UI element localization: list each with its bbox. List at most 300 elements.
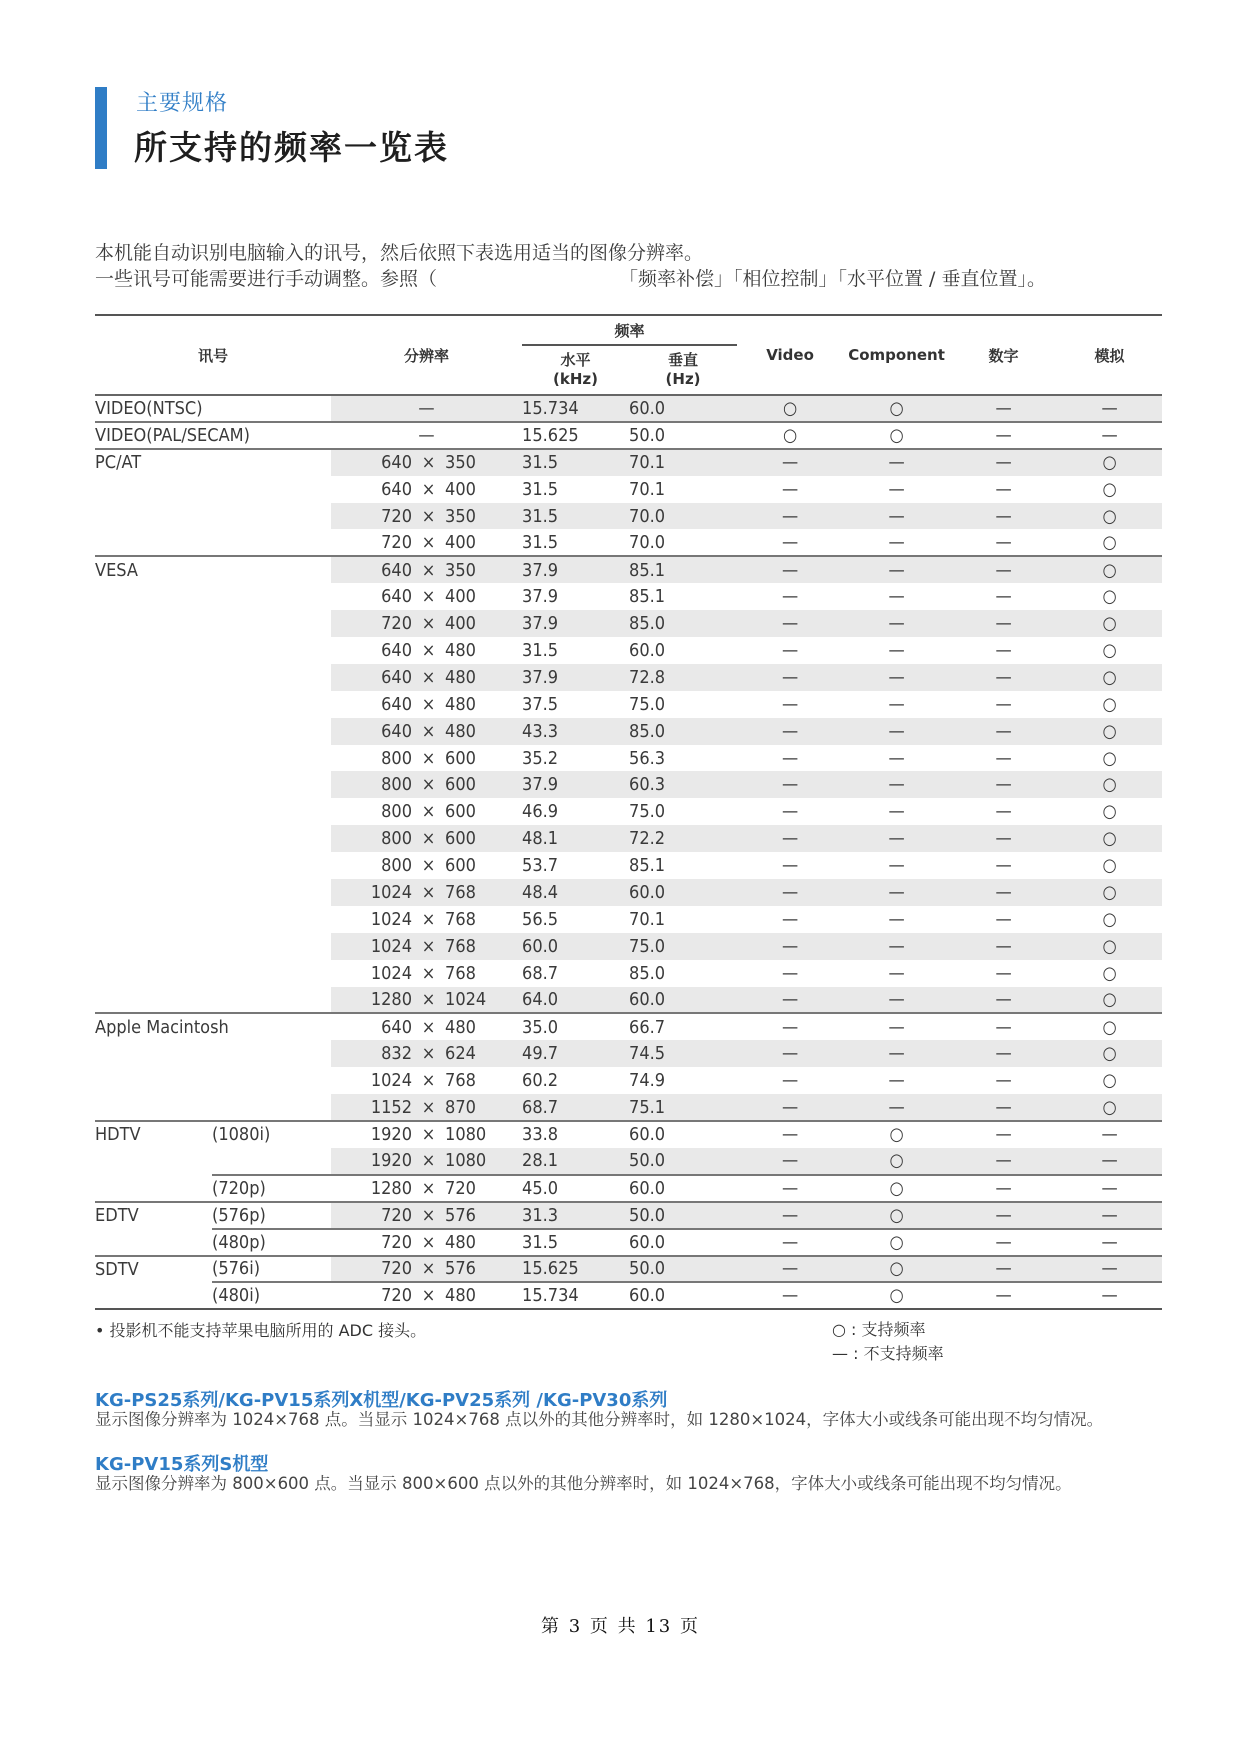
horizontal-freq-cell: 35.2 xyxy=(522,747,559,769)
signal-cell xyxy=(95,637,212,664)
video-support-cell: — xyxy=(781,908,799,930)
resolution-width-cell: 800 xyxy=(381,801,413,823)
resolution-height-cell: 480 xyxy=(445,718,522,745)
table-row xyxy=(95,1202,1162,1229)
table-row xyxy=(95,476,1162,503)
resolution-times-cell: × xyxy=(412,933,445,960)
table-row xyxy=(95,449,1162,476)
video-support-cell: — xyxy=(781,693,799,715)
vertical-freq-cell: 60.0 xyxy=(629,395,737,422)
digital-support-cell: — xyxy=(995,586,1012,608)
resolution-height-cell: 600 xyxy=(445,855,476,877)
signal-subtype-cell xyxy=(212,476,331,503)
header-frequency: 频率 xyxy=(522,315,737,345)
signal-subtype-cell xyxy=(212,395,331,422)
component-support-cell: — xyxy=(888,693,905,715)
component-support-cell: — xyxy=(843,933,950,960)
digital-support-cell: — xyxy=(995,962,1012,984)
analog-support-cell: — xyxy=(1057,1229,1162,1256)
signal-cell xyxy=(95,1040,212,1067)
signal-cell: HDTV xyxy=(95,1121,212,1148)
resolution-height-cell: 624 xyxy=(445,1040,522,1067)
signal-cell xyxy=(95,798,212,825)
component-support-cell: ○ xyxy=(843,1256,950,1283)
model-title-2: KG-PV15系列S机型 xyxy=(95,1454,269,1475)
horizontal-freq-cell: 68.7 xyxy=(522,962,559,984)
video-support-cell: — xyxy=(737,771,843,798)
component-support-cell: — xyxy=(843,879,950,906)
resolution-width-cell: 640 xyxy=(381,693,413,715)
resolution-height-cell: 600 xyxy=(445,747,476,769)
component-support-cell: — xyxy=(888,531,905,553)
resolution-times-cell: × xyxy=(412,556,445,583)
analog-support-cell: ○ xyxy=(1102,586,1117,608)
horizontal-freq-cell: 45.0 xyxy=(522,1175,629,1202)
resolution-times-cell: × xyxy=(421,962,436,984)
digital-support-cell: — xyxy=(950,395,1057,422)
resolution-height-cell: 768 xyxy=(445,933,522,960)
analog-support-cell: ○ xyxy=(1057,718,1162,745)
signal-cell xyxy=(95,987,212,1014)
header-signal: 讯号 xyxy=(198,346,229,365)
signal-cell xyxy=(95,825,212,852)
resolution-width-cell: 640 xyxy=(381,639,413,661)
resolution-width-cell: 640 xyxy=(331,1013,412,1040)
horizontal-freq-cell: 56.5 xyxy=(522,908,559,930)
digital-support-cell: — xyxy=(950,610,1057,637)
signal-subtype-cell xyxy=(212,583,331,610)
component-support-cell: — xyxy=(843,718,950,745)
signal-subtype-cell xyxy=(212,1013,331,1040)
resolution-times-cell: × xyxy=(412,1013,445,1040)
resolution-width-cell: 1920 xyxy=(331,1148,412,1175)
intro-line-2-text: 一些讯号可能需要进行手动调整。参照（ xyxy=(95,268,438,290)
digital-support-cell: — xyxy=(950,1256,1057,1283)
analog-support-cell: — xyxy=(1057,1202,1162,1229)
component-support-cell: — xyxy=(843,987,950,1014)
analog-support-cell: ○ xyxy=(1057,449,1162,476)
signal-cell xyxy=(95,1148,212,1175)
analog-support-cell: — xyxy=(1057,1282,1162,1309)
resolution-times-cell: × xyxy=(421,747,436,769)
resolution-height-cell: 768 xyxy=(445,879,522,906)
component-support-cell: — xyxy=(888,908,905,930)
frequency-table xyxy=(95,314,1162,1310)
resolution-height-cell: 768 xyxy=(445,962,476,984)
signal-subtype-cell xyxy=(212,664,331,691)
analog-support-cell: ○ xyxy=(1057,771,1162,798)
signal-cell: EDTV xyxy=(95,1202,212,1229)
resolution-height-cell: 480 xyxy=(445,1229,522,1256)
horizontal-freq-cell: 53.7 xyxy=(522,855,559,877)
analog-support-cell: ○ xyxy=(1057,933,1162,960)
vertical-freq-cell: 70.1 xyxy=(629,449,737,476)
analog-support-cell: ○ xyxy=(1057,1094,1162,1121)
resolution-times-cell: × xyxy=(421,478,436,500)
signal-cell xyxy=(95,476,212,503)
section-label: 主要规格 xyxy=(136,91,229,116)
component-support-cell: ○ xyxy=(843,1202,950,1229)
resolution-height-cell: 576 xyxy=(445,1256,522,1283)
model-desc-1: 显示图像分辨率为 1024×768 点。当显示 1024×768 点以外的其他分辨率时，如 1280×1024，字体大小或线条可能出现不均匀情况。 xyxy=(95,1410,1104,1429)
vertical-freq-cell: 60.0 xyxy=(629,987,737,1014)
digital-support-cell: — xyxy=(950,422,1057,449)
resolution-times-cell: × xyxy=(412,1282,445,1309)
vertical-freq-cell: 60.0 xyxy=(629,1121,737,1148)
header-horizontal: 水平 (kHz) xyxy=(553,351,599,388)
table-row xyxy=(95,987,1162,1014)
component-support-cell: ○ xyxy=(843,1282,950,1309)
digital-support-cell: — xyxy=(995,801,1012,823)
video-support-cell: — xyxy=(737,879,843,906)
table-body xyxy=(95,395,1162,1309)
table-row xyxy=(95,1013,1162,1040)
component-support-cell: ○ xyxy=(843,1229,950,1256)
resolution-width-cell: 640 xyxy=(381,586,413,608)
signal-cell xyxy=(95,960,212,987)
vertical-freq-cell: 75.0 xyxy=(629,801,666,823)
component-support-cell: — xyxy=(888,586,905,608)
horizontal-freq-cell: 35.0 xyxy=(522,1013,629,1040)
resolution-width-cell: 640 xyxy=(331,449,412,476)
table-row xyxy=(95,718,1162,745)
signal-subtype-cell xyxy=(212,852,331,879)
signal-subtype-cell xyxy=(212,987,331,1014)
analog-support-cell: ○ xyxy=(1102,639,1117,661)
video-support-cell: — xyxy=(737,1202,843,1229)
digital-support-cell: — xyxy=(950,1229,1057,1256)
video-support-cell: — xyxy=(737,933,843,960)
horizontal-freq-cell: 31.3 xyxy=(522,1202,629,1229)
adc-footnote: • 投影机不能支持苹果电脑所用的 ADC 接头。 xyxy=(95,1321,427,1340)
video-support-cell: — xyxy=(737,718,843,745)
table-row xyxy=(95,745,1162,772)
signal-cell xyxy=(95,933,212,960)
video-support-cell: — xyxy=(781,478,799,500)
video-support-cell: — xyxy=(737,449,843,476)
signal-cell xyxy=(95,745,212,772)
resolution-times-cell: × xyxy=(412,1040,445,1067)
table-row xyxy=(95,825,1162,852)
signal-subtype-cell xyxy=(212,1148,331,1175)
resolution-times-cell: × xyxy=(412,825,445,852)
horizontal-freq-cell: 37.9 xyxy=(522,586,559,608)
digital-support-cell: — xyxy=(950,879,1057,906)
vertical-freq-cell: 75.0 xyxy=(629,693,666,715)
signal-subtype-cell xyxy=(212,933,331,960)
video-support-cell: — xyxy=(737,1148,843,1175)
component-support-cell: — xyxy=(888,1070,905,1092)
digital-support-cell: — xyxy=(995,478,1012,500)
digital-support-cell: — xyxy=(950,503,1057,530)
vertical-freq-cell: 85.0 xyxy=(629,962,666,984)
resolution-cell: — xyxy=(331,422,522,449)
horizontal-freq-cell: 37.9 xyxy=(522,556,629,583)
vertical-freq-cell: 70.0 xyxy=(629,503,737,530)
vertical-freq-cell: 72.8 xyxy=(629,664,737,691)
component-support-cell: ○ xyxy=(843,1121,950,1148)
header-resolution: 分辨率 xyxy=(404,346,450,365)
component-support-cell: — xyxy=(843,449,950,476)
signal-cell: Apple Macintosh xyxy=(95,1013,212,1040)
vertical-freq-cell: 60.0 xyxy=(629,1175,737,1202)
resolution-cell: — xyxy=(331,395,522,422)
resolution-width-cell: 640 xyxy=(381,478,413,500)
signal-subtype-cell xyxy=(212,879,331,906)
signal-subtype-cell xyxy=(212,771,331,798)
vertical-freq-cell: 85.0 xyxy=(629,718,737,745)
horizontal-freq-cell: 15.734 xyxy=(522,1282,629,1309)
resolution-times-cell: × xyxy=(421,531,436,553)
signal-subtype-cell xyxy=(212,637,331,664)
analog-support-cell: ○ xyxy=(1057,664,1162,691)
resolution-width-cell: 640 xyxy=(331,556,412,583)
legend xyxy=(832,1318,944,1366)
table-row xyxy=(95,879,1162,906)
component-support-cell: — xyxy=(843,503,950,530)
resolution-height-cell: 400 xyxy=(445,586,476,608)
table-row xyxy=(95,1094,1162,1121)
component-support-cell: ○ xyxy=(843,395,950,422)
resolution-height-cell: 480 xyxy=(445,693,476,715)
horizontal-freq-cell: 31.5 xyxy=(522,531,559,553)
resolution-width-cell: 1920 xyxy=(331,1121,412,1148)
signal-subtype-cell xyxy=(212,691,331,718)
analog-support-cell: ○ xyxy=(1057,1040,1162,1067)
signal-subtype-cell: (576p) xyxy=(212,1202,331,1229)
horizontal-freq-cell: 46.9 xyxy=(522,801,559,823)
video-support-cell: — xyxy=(737,1094,843,1121)
component-support-cell: — xyxy=(843,610,950,637)
table-row xyxy=(95,906,1162,933)
signal-subtype-cell xyxy=(212,906,331,933)
resolution-times-cell: × xyxy=(412,771,445,798)
horizontal-freq-cell: 37.9 xyxy=(522,610,629,637)
signal-cell: PC/AT xyxy=(95,449,212,476)
video-support-cell: — xyxy=(781,531,799,553)
signal-cell xyxy=(95,583,212,610)
resolution-height-cell: 1024 xyxy=(445,987,522,1014)
table-row xyxy=(95,1256,1162,1283)
video-support-cell: — xyxy=(781,855,799,877)
resolution-width-cell: 720 xyxy=(331,1229,412,1256)
vertical-freq-cell: 85.1 xyxy=(629,556,737,583)
table-row xyxy=(95,1067,1162,1094)
component-support-cell: — xyxy=(888,801,905,823)
vertical-freq-cell: 70.0 xyxy=(629,531,666,553)
analog-support-cell: ○ xyxy=(1057,503,1162,530)
component-support-cell: — xyxy=(843,1013,950,1040)
horizontal-freq-cell: 15.734 xyxy=(522,395,629,422)
table-row xyxy=(95,583,1162,610)
digital-support-cell: — xyxy=(950,987,1057,1014)
component-support-cell: — xyxy=(843,825,950,852)
vertical-freq-cell: 70.1 xyxy=(629,478,666,500)
analog-support-cell: ○ xyxy=(1057,556,1162,583)
analog-support-cell: ○ xyxy=(1102,478,1117,500)
vertical-freq-cell: 60.0 xyxy=(629,879,737,906)
digital-support-cell: — xyxy=(995,747,1012,769)
component-support-cell: — xyxy=(888,478,905,500)
horizontal-freq-cell: 37.9 xyxy=(522,771,629,798)
resolution-width-cell: 800 xyxy=(381,747,413,769)
analog-support-cell: ○ xyxy=(1102,747,1117,769)
signal-cell xyxy=(95,1067,212,1094)
resolution-times-cell: × xyxy=(412,718,445,745)
model-title-1: KG-PS25系列/KG-PV15系列X机型/KG-PV25系列 /KG-PV30系列 xyxy=(95,1390,668,1411)
table-row xyxy=(95,1121,1162,1148)
vertical-freq-cell: 85.1 xyxy=(629,586,666,608)
video-support-cell: — xyxy=(781,747,799,769)
resolution-height-cell: 350 xyxy=(445,449,522,476)
analog-support-cell: — xyxy=(1057,1256,1162,1283)
resolution-times-cell: × xyxy=(421,855,436,877)
analog-support-cell: ○ xyxy=(1102,962,1117,984)
resolution-times-cell: × xyxy=(421,801,436,823)
horizontal-freq-cell: 37.5 xyxy=(522,693,559,715)
signal-subtype-cell xyxy=(212,745,331,772)
resolution-height-cell: 400 xyxy=(445,531,476,553)
resolution-times-cell: × xyxy=(412,503,445,530)
horizontal-freq-cell: 31.5 xyxy=(522,449,629,476)
component-support-cell: ○ xyxy=(843,1175,950,1202)
page-number: 第 3 页 共 13 页 xyxy=(541,1616,700,1637)
legend-supported: ○ : 支持频率 xyxy=(832,1320,926,1339)
table-row xyxy=(95,1175,1162,1202)
signal-subtype-cell xyxy=(212,1040,331,1067)
resolution-times-cell: × xyxy=(412,664,445,691)
digital-support-cell: — xyxy=(950,1013,1057,1040)
vertical-freq-cell: 85.0 xyxy=(629,610,737,637)
horizontal-freq-cell: 31.5 xyxy=(522,1229,629,1256)
resolution-times-cell: × xyxy=(412,987,445,1014)
component-support-cell: — xyxy=(843,664,950,691)
table-row xyxy=(95,798,1162,825)
vertical-freq-cell: 74.9 xyxy=(629,1070,666,1092)
video-support-cell: — xyxy=(737,1229,843,1256)
analog-support-cell: ○ xyxy=(1057,825,1162,852)
resolution-height-cell: 480 xyxy=(445,1282,522,1309)
vertical-freq-cell: 72.2 xyxy=(629,825,737,852)
signal-subtype-cell xyxy=(212,1094,331,1121)
table-row xyxy=(95,1229,1162,1256)
resolution-height-cell: 768 xyxy=(445,1070,476,1092)
vertical-freq-cell: 60.0 xyxy=(629,639,666,661)
resolution-height-cell: 1080 xyxy=(445,1121,522,1148)
signal-subtype-cell xyxy=(212,718,331,745)
digital-support-cell: — xyxy=(995,639,1012,661)
analog-support-cell: — xyxy=(1057,1175,1162,1202)
video-support-cell: — xyxy=(737,1256,843,1283)
resolution-height-cell: 870 xyxy=(445,1094,522,1121)
resolution-times-cell: × xyxy=(412,1256,445,1283)
resolution-times-cell: × xyxy=(412,1148,445,1175)
horizontal-freq-cell: 43.3 xyxy=(522,718,629,745)
resolution-width-cell: 1024 xyxy=(370,908,413,930)
model-desc-2: 显示图像分辨率为 800×600 点。当显示 800×600 点以外的其他分辨率时，如 1024×768，字体大小或线条可能出现不均匀情况。 xyxy=(95,1474,1072,1493)
signal-subtype-cell xyxy=(212,529,331,556)
vertical-freq-cell: 60.0 xyxy=(629,1229,737,1256)
horizontal-freq-cell: 28.1 xyxy=(522,1148,629,1175)
digital-support-cell: — xyxy=(995,531,1012,553)
component-support-cell: ○ xyxy=(843,422,950,449)
horizontal-freq-cell: 15.625 xyxy=(522,1256,629,1283)
video-support-cell: — xyxy=(781,1070,799,1092)
signal-subtype-cell xyxy=(212,556,331,583)
signal-subtype-cell: (480p) xyxy=(212,1229,331,1256)
video-support-cell: — xyxy=(781,962,799,984)
resolution-times-cell: × xyxy=(412,1229,445,1256)
signal-cell xyxy=(95,906,212,933)
resolution-width-cell: 800 xyxy=(331,825,412,852)
signal-cell: VIDEO(PAL/SECAM) xyxy=(95,422,212,449)
header-digital: 数字 xyxy=(988,346,1019,365)
legend-unsupported: — : 不支持频率 xyxy=(832,1344,944,1363)
resolution-times-cell: × xyxy=(421,639,436,661)
resolution-height-cell: 720 xyxy=(445,1175,522,1202)
digital-support-cell: — xyxy=(950,1094,1057,1121)
resolution-times-cell: × xyxy=(412,610,445,637)
page-title: 所支持的频率一览表 xyxy=(134,128,449,167)
header-vertical: 垂直 (Hz) xyxy=(665,351,701,388)
horizontal-freq-cell: 48.1 xyxy=(522,825,629,852)
vertical-freq-cell: 50.0 xyxy=(629,1256,737,1283)
video-support-cell: — xyxy=(737,825,843,852)
video-support-cell: — xyxy=(781,639,799,661)
signal-subtype-cell xyxy=(212,449,331,476)
digital-support-cell: — xyxy=(950,1121,1057,1148)
resolution-width-cell: 1280 xyxy=(331,987,412,1014)
horizontal-freq-cell: 33.8 xyxy=(522,1121,629,1148)
resolution-height-cell: 1080 xyxy=(445,1148,522,1175)
digital-support-cell: — xyxy=(995,908,1012,930)
resolution-width-cell: 832 xyxy=(331,1040,412,1067)
title-accent-bar xyxy=(95,87,107,169)
video-support-cell: ○ xyxy=(737,422,843,449)
signal-cell xyxy=(95,503,212,530)
horizontal-freq-cell: 48.4 xyxy=(522,879,629,906)
analog-support-cell: ○ xyxy=(1057,1013,1162,1040)
signal-subtype-cell xyxy=(212,960,331,987)
component-support-cell: ○ xyxy=(843,1148,950,1175)
vertical-freq-cell: 74.5 xyxy=(629,1040,737,1067)
video-support-cell: — xyxy=(737,503,843,530)
video-support-cell: — xyxy=(737,1282,843,1309)
analog-support-cell: ○ xyxy=(1102,531,1117,553)
table-row xyxy=(95,610,1162,637)
horizontal-freq-cell: 64.0 xyxy=(522,987,629,1014)
resolution-height-cell: 600 xyxy=(445,801,476,823)
resolution-times-cell: × xyxy=(412,879,445,906)
signal-cell xyxy=(95,529,212,556)
horizontal-freq-cell: 31.5 xyxy=(522,639,559,661)
signal-subtype-cell: (480i) xyxy=(212,1282,331,1309)
table-row xyxy=(95,637,1162,664)
signal-cell xyxy=(95,691,212,718)
signal-subtype-cell xyxy=(212,1067,331,1094)
digital-support-cell: — xyxy=(950,1040,1057,1067)
resolution-width-cell: 1152 xyxy=(331,1094,412,1121)
horizontal-freq-cell: 60.2 xyxy=(522,1070,559,1092)
signal-cell: SDTV xyxy=(95,1256,212,1283)
vertical-freq-cell: 60.3 xyxy=(629,771,737,798)
signal-cell: VIDEO(NTSC) xyxy=(95,397,203,419)
table-row xyxy=(95,933,1162,960)
resolution-height-cell: 600 xyxy=(445,771,522,798)
signal-cell xyxy=(95,610,212,637)
intro-text xyxy=(95,240,1046,292)
analog-support-cell: ○ xyxy=(1057,987,1162,1014)
